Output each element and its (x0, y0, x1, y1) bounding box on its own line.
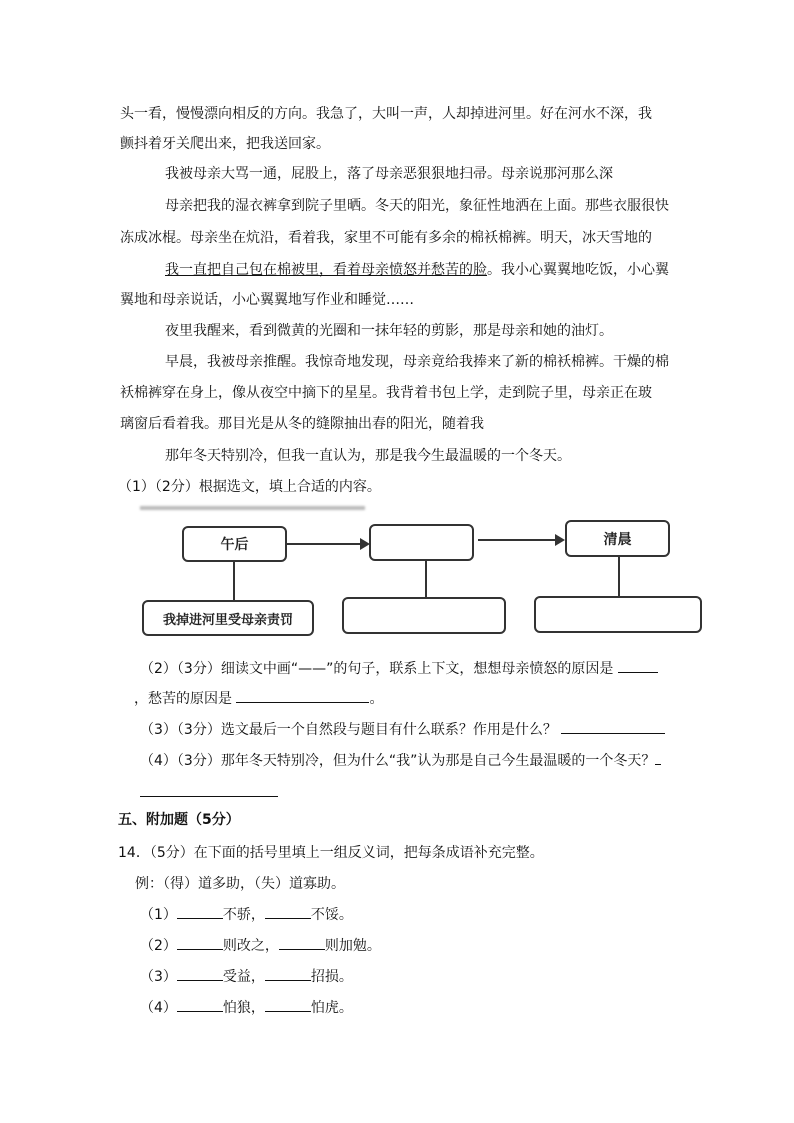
passage-line: 那年冬天特别冷，但我一直认为，那是我今生最温暖的一个冬天。 (165, 448, 571, 464)
idiom-text: 则加勉。 (324, 938, 381, 954)
answer-blank[interactable] (177, 967, 223, 981)
arrow-right-icon (360, 538, 370, 550)
passage-line: 璃窗后看着我。那目光是从冬的缝隙抽出春的阳光，随着我 (120, 416, 484, 432)
answer-blank[interactable] (177, 905, 223, 919)
answer-blank[interactable] (265, 967, 311, 981)
question-text: （2）（3分）细读文中画“——”的句子，联系上下文，想想母亲愤怒的原因是 (140, 661, 614, 677)
arrow-right-icon (555, 534, 565, 546)
passage-line: 袄棉裤穿在身上，像从夜空中摘下的星星。我背着书包上学，走到院子里，母亲正在玻 (120, 385, 652, 401)
answer-blank[interactable] (279, 936, 325, 950)
section-heading: 五、附加题（5分） (118, 812, 240, 828)
idiom-item (140, 936, 381, 955)
answer-blank[interactable] (655, 751, 661, 765)
idiom-item (140, 905, 353, 924)
passage-line: 冻成冰棍。母亲坐在炕沿，看着我，家里不可能有多余的棉袄棉裤。明天，冰天雪地的 (120, 230, 652, 246)
diagram-event-afternoon: 我掉进河里受母亲责罚 (142, 600, 314, 636)
answer-blank[interactable] (177, 998, 223, 1012)
question-1: （1）（2分）根据选文，填上合适的内容。 (118, 479, 381, 495)
passage-line: 我被母亲大骂一通，屁股上，落了母亲恶狠狠地扫帚。母亲说那河那么深 (165, 166, 613, 182)
example-line: 例：（得）道多助，（失）道寡助。 (135, 876, 345, 892)
question-text: （4）（3分）那年冬天特别冷，但为什么“我”认为那是自己今生最温暖的一个冬天？ (140, 753, 656, 769)
passage-line: 颤抖着牙关爬出来，把我送回家。 (120, 136, 330, 152)
diagram-event-morning[interactable] (534, 596, 702, 633)
idiom-text: 不骄， (222, 907, 265, 923)
passage-line: 头一看，慢慢漂向相反的方向。我急了，大叫一声，人却掉进河里。好在河水不深，我 (120, 106, 652, 122)
passage-line: 翼地和母亲说话，小心翼翼地写作业和睡觉…… (120, 292, 414, 308)
idiom-item (140, 967, 353, 986)
question-4 (140, 751, 661, 770)
question-2 (140, 659, 658, 678)
answer-blank[interactable] (140, 796, 278, 797)
idiom-text: 受益， (222, 969, 265, 985)
connector-line (425, 559, 427, 597)
item-number: （1） (140, 907, 177, 923)
item-number: （4） (140, 1000, 177, 1016)
idiom-item (140, 998, 353, 1017)
diagram-box-morning: 清晨 (565, 520, 670, 557)
answer-blank[interactable] (618, 659, 658, 673)
diagram-box-middle[interactable] (369, 524, 474, 561)
passage-line: 我一直把自己包在棉被里，看着母亲愤怒并愁苦的脸。我小心翼翼地吃饭，小心翼 (165, 262, 669, 278)
item-number: （3） (140, 969, 177, 985)
idiom-text: 则改之， (222, 938, 279, 954)
question-3 (140, 720, 665, 739)
question-text: ，愁苦的原因是 (134, 691, 232, 707)
answer-blank[interactable] (177, 936, 223, 950)
answer-blank[interactable] (561, 720, 665, 734)
diagram-event-middle[interactable] (342, 597, 506, 634)
passage-line: 早晨，我被母亲推醒。我惊奇地发现，母亲竟给我捧来了新的棉袄棉裤。干燥的棉 (165, 354, 669, 370)
idiom-text: 不馁。 (310, 907, 353, 923)
idiom-text: 怕狼， (222, 1000, 265, 1016)
connector-line (233, 560, 235, 600)
question-14: 14．（5分）在下面的括号里填上一组反义词，把每条成语补充完整。 (118, 845, 544, 861)
faded-text-line (140, 506, 365, 510)
question-2-cont (134, 689, 383, 708)
idiom-text: 招损。 (310, 969, 353, 985)
answer-blank[interactable] (236, 689, 369, 703)
passage-line: 母亲把我的湿衣裤拿到院子里晒。冬天的阳光，象征性地洒在上面。那些衣服很快 (165, 198, 669, 214)
passage-line: 夜里我醒来，看到微黄的光圈和一抹年轻的剪影，那是母亲和她的油灯。 (165, 323, 613, 339)
diagram-box-afternoon: 午后 (182, 526, 287, 562)
connector-line (618, 555, 620, 596)
answer-blank[interactable] (265, 905, 311, 919)
punctuation: 。 (369, 691, 384, 707)
item-number: （2） (140, 938, 177, 954)
question-text: （3）（3分）选文最后一个自然段与题目有什么联系？作用是什么？ (140, 722, 557, 738)
idiom-text: 怕虎。 (310, 1000, 353, 1016)
answer-blank[interactable] (265, 998, 311, 1012)
underlined-sentence: 我一直把自己包在棉被里，看着母亲愤怒并愁苦的脸 (165, 262, 487, 278)
arrow-line (286, 543, 361, 545)
arrow-line (478, 539, 556, 541)
passage-text: 我小心翼翼地吃饭，小心翼 (501, 262, 669, 278)
